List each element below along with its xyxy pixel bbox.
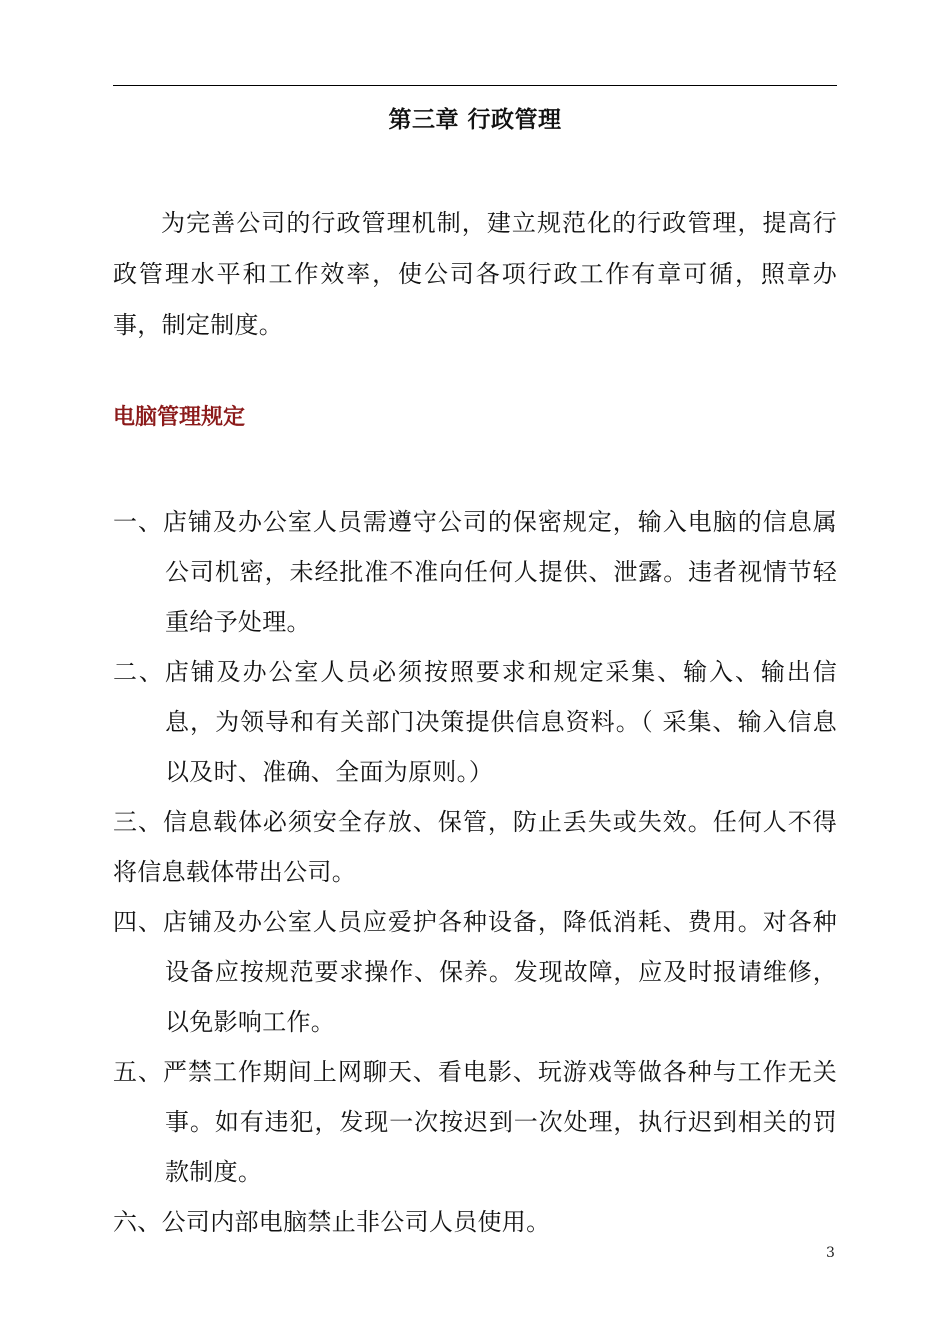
header-rule [113,85,837,86]
intro-paragraph: 为完善公司的行政管理机制，建立规范化的行政管理，提高行政管理水平和工作效率，使公司各项行政工作有章可循，照章办事，制定制度。 [113,209,837,339]
page-number: 3 [826,1245,835,1261]
rule-item-5: 五、严禁工作期间上网聊天、看电影、玩游戏等做各种与工作无关事。如有违犯，发现一次按迟到一次处理，执行迟到相关的罚款制度。 [113,1058,837,1186]
rule-item-4: 四、店铺及办公室人员应爱护各种设备，降低消耗、费用。对各种设备应按规范要求操作、保养。发现故障，应及时报请维修，以免影响工作。 [113,908,837,1036]
section-heading: 电脑管理规定 [113,405,246,430]
rule-item-6: 六、公司内部电脑禁止非公司人员使用。 [113,1208,551,1236]
chapter-title: 第三章 行政管理 [388,107,562,133]
rule-item-1: 一、店铺及办公室人员需遵守公司的保密规定，输入电脑的信息属公司机密，未经批准不准向任何人提供、泄露。违者视情节轻重给予处理。 [113,508,837,636]
rule-item-2: 二、店铺及办公室人员必须按照要求和规定采集、输入、输出信息，为领导和有关部门决策提供信息资料。（ 采集、输入信息以及时、准确、全面为原则。） [113,658,837,786]
rules-list [113,497,837,1247]
rule-item-3: 三、信息载体必须安全存放、保管，防止丢失或失效。任何人不得将信息载体带出公司。 [113,808,837,886]
